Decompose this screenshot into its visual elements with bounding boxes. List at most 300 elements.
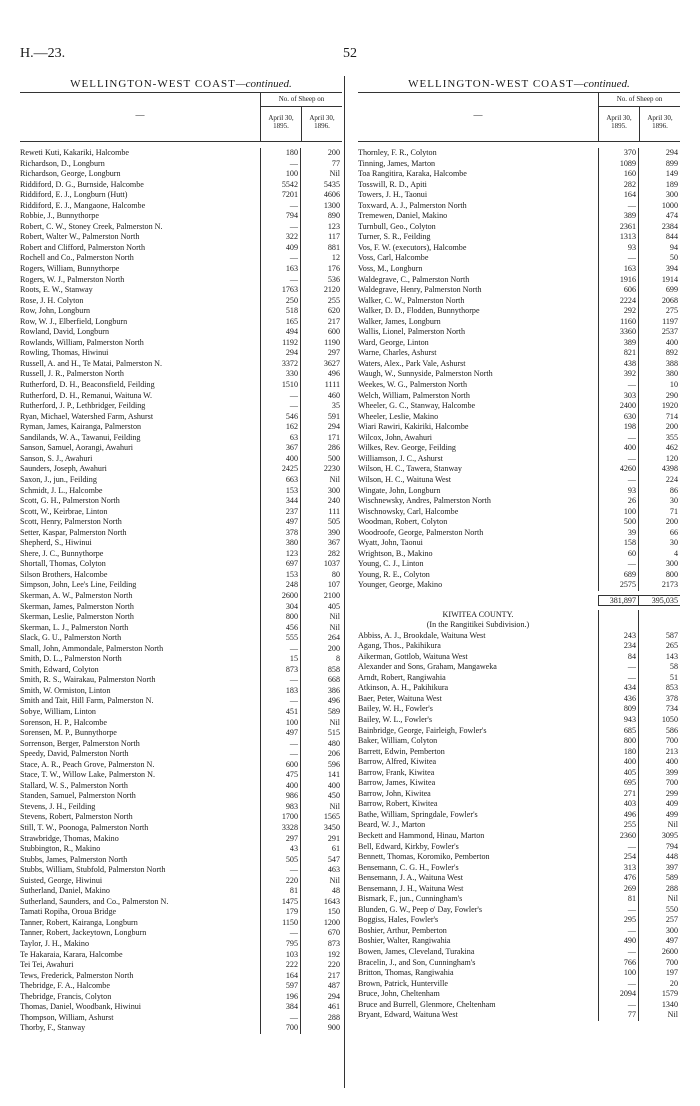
table-row bbox=[358, 190, 680, 201]
owner-name: Bensemann, J. H., Waituna West bbox=[358, 883, 464, 893]
sheep-1895: 164 bbox=[260, 971, 300, 982]
owner-name: Sobye, William, Linton bbox=[20, 706, 96, 716]
owner-name: Waldegrave, C., Palmerston North bbox=[358, 274, 470, 284]
sheep-1896: 3450 bbox=[300, 823, 342, 834]
table-row bbox=[20, 644, 342, 655]
sheep-1896: 224 bbox=[638, 475, 680, 486]
table-row bbox=[20, 633, 342, 644]
county-subheading: (In the Rangitikei Subdivision.) bbox=[426, 620, 530, 630]
sheep-1896: 240 bbox=[300, 496, 342, 507]
sheep-1896: 123 bbox=[300, 222, 342, 233]
table-row bbox=[20, 960, 342, 971]
sheep-1895: — bbox=[260, 696, 300, 707]
owner-name: Russell, J. R., Palmerston North bbox=[20, 369, 124, 379]
kiwitea-table-body bbox=[358, 631, 680, 1021]
table-row bbox=[358, 926, 680, 937]
table-row bbox=[20, 623, 342, 634]
table-row bbox=[358, 799, 680, 810]
table-row bbox=[20, 812, 342, 823]
sheep-1896: 107 bbox=[300, 580, 342, 591]
sheep-1895: 663 bbox=[260, 475, 300, 486]
sheep-1895: 476 bbox=[598, 873, 638, 884]
sheep-1895: 153 bbox=[260, 570, 300, 581]
sheep-1895: 497 bbox=[260, 728, 300, 739]
sheep-1896: 51 bbox=[638, 673, 680, 684]
sheep-1896: 61 bbox=[300, 844, 342, 855]
sheep-1895: 3328 bbox=[260, 823, 300, 834]
county-subheading-row bbox=[358, 620, 680, 631]
table-row bbox=[358, 422, 680, 433]
table-row bbox=[20, 865, 342, 876]
table-row bbox=[20, 834, 342, 845]
sheep-1895: 3372 bbox=[260, 359, 300, 370]
sheep-1896: 399 bbox=[638, 768, 680, 779]
sheep-1896: Nil bbox=[300, 623, 342, 634]
owner-name: Wilson, H. C., Waituna West bbox=[358, 474, 451, 484]
sheep-1895: — bbox=[260, 1013, 300, 1024]
owner-name: Rogers, William, Bunnythorpe bbox=[20, 264, 120, 274]
sheep-1895: 2360 bbox=[598, 831, 638, 842]
owner-name: Walker, James, Longburn bbox=[358, 316, 441, 326]
owner-name: Smith, D. L., Palmerston North bbox=[20, 654, 122, 664]
sheep-1895: 183 bbox=[260, 686, 300, 697]
owner-name: Sanson, Samuel, Aorangi, Awahuri bbox=[20, 443, 134, 453]
sheep-1895: 294 bbox=[260, 348, 300, 359]
sheep-1895: 2600 bbox=[260, 591, 300, 602]
sheep-1896: 299 bbox=[638, 789, 680, 800]
sheep-1896: 462 bbox=[638, 443, 680, 454]
table-row bbox=[358, 327, 680, 338]
sheep-1895: 2575 bbox=[598, 580, 638, 591]
sheep-1896: 294 bbox=[300, 992, 342, 1003]
sheep-1895: 384 bbox=[260, 1002, 300, 1013]
owner-name: Sandilands, W. A., Tawanui, Feilding bbox=[20, 432, 141, 442]
sheep-1896: 1565 bbox=[300, 812, 342, 823]
sheep-1895: 153 bbox=[260, 486, 300, 497]
table-row bbox=[358, 958, 680, 969]
sheep-1896: 547 bbox=[300, 855, 342, 866]
owner-name: Speedy, David, Palmerston North bbox=[20, 749, 129, 759]
sheep-1896: 794 bbox=[638, 842, 680, 853]
owner-name: Bainbridge, George, Fairleigh, Fowler's bbox=[358, 725, 487, 735]
table-row bbox=[20, 770, 342, 781]
table-row bbox=[20, 454, 342, 465]
sheep-1895: 800 bbox=[260, 612, 300, 623]
sheep-1896: 80 bbox=[300, 570, 342, 581]
table-row bbox=[358, 528, 680, 539]
owner-name: Stevens, J. H., Feilding bbox=[20, 801, 96, 811]
owner-name: Suisted, George, Hiwinui bbox=[20, 875, 103, 885]
sheep-1895: 1510 bbox=[260, 380, 300, 391]
sheep-1896: 386 bbox=[300, 686, 342, 697]
table-row bbox=[20, 243, 342, 254]
sheep-1896: Nil bbox=[300, 169, 342, 180]
sheep-1895: 766 bbox=[598, 958, 638, 969]
sheep-1895: 2224 bbox=[598, 296, 638, 307]
owner-name: Bennett, Thomas, Koromiko, Pemberton bbox=[358, 852, 490, 862]
sheep-1895: 370 bbox=[598, 148, 638, 159]
page-header bbox=[20, 46, 680, 64]
table-row bbox=[20, 369, 342, 380]
sheep-1896: 300 bbox=[638, 559, 680, 570]
owner-name: Baer, Peter, Waituna West bbox=[358, 693, 442, 703]
table-row bbox=[20, 971, 342, 982]
sheep-1895: 400 bbox=[598, 757, 638, 768]
table-row bbox=[20, 496, 342, 507]
sheep-1895: 3360 bbox=[598, 327, 638, 338]
sheep-1895: — bbox=[260, 201, 300, 212]
sheep-1895: — bbox=[598, 253, 638, 264]
sheep-1896: 380 bbox=[638, 369, 680, 380]
owner-name: Stace, A. R., Peach Grove, Palmerston N. bbox=[20, 759, 155, 769]
sheep-1896: 463 bbox=[300, 865, 342, 876]
owner-name: Stallard, W. S., Palmerston North bbox=[20, 780, 128, 790]
owner-name: Bensemann, J. A., Waituna West bbox=[358, 873, 463, 883]
table-row bbox=[358, 222, 680, 233]
sheep-1896: 200 bbox=[638, 422, 680, 433]
table-row bbox=[358, 253, 680, 264]
owner-name: Aikerman, Gottlob, Waituna West bbox=[358, 651, 468, 661]
sheep-1895: 180 bbox=[260, 148, 300, 159]
table-row bbox=[358, 905, 680, 916]
sheep-1896: 500 bbox=[300, 454, 342, 465]
table-row bbox=[20, 159, 342, 170]
owner-name: Smith, Edward, Colyton bbox=[20, 664, 99, 674]
table-row bbox=[20, 169, 342, 180]
owner-name: Voss, M., Longburn bbox=[358, 264, 423, 274]
sheep-1896: 400 bbox=[300, 781, 342, 792]
sheep-1896: 699 bbox=[638, 285, 680, 296]
right-table-header bbox=[358, 92, 680, 142]
owner-name: Robert and Clifford, Palmerston North bbox=[20, 242, 146, 252]
sheep-1896: 450 bbox=[300, 791, 342, 802]
sheep-1896: 700 bbox=[638, 778, 680, 789]
owner-name: Weekes, W. G., Palmerston North bbox=[358, 380, 468, 390]
table-row bbox=[20, 338, 342, 349]
owner-name: Riddiford, E. J., Longburn (Hutt) bbox=[20, 190, 128, 200]
sheep-1896: 505 bbox=[300, 517, 342, 528]
sheep-1895: 518 bbox=[260, 306, 300, 317]
sheep-1895: 697 bbox=[260, 559, 300, 570]
table-row bbox=[358, 159, 680, 170]
sheep-1895: 93 bbox=[598, 243, 638, 254]
owner-name: Waters, Alex., Park Vale, Ashurst bbox=[358, 358, 466, 368]
table-row bbox=[20, 802, 342, 813]
table-row bbox=[20, 686, 342, 697]
sheep-1896: 700 bbox=[638, 958, 680, 969]
owner-name: Wilkes, Rev. George, Feilding bbox=[358, 443, 456, 453]
table-row bbox=[358, 369, 680, 380]
table-row bbox=[20, 348, 342, 359]
owner-name: Britton, Thomas, Rangiwahia bbox=[358, 968, 454, 978]
sheep-1895: 389 bbox=[598, 338, 638, 349]
sheep-1896: 2600 bbox=[638, 947, 680, 958]
sheep-1896: 291 bbox=[300, 834, 342, 845]
sheep-1896: 220 bbox=[300, 960, 342, 971]
sheep-1896: 394 bbox=[638, 264, 680, 275]
owner-name: Young, C. J., Linton bbox=[358, 559, 424, 569]
owner-name: Baker, William, Colyton bbox=[358, 736, 438, 746]
table-row bbox=[358, 549, 680, 560]
table-row bbox=[20, 760, 342, 771]
table-row bbox=[358, 884, 680, 895]
table-row bbox=[358, 831, 680, 842]
sheep-1895: — bbox=[598, 475, 638, 486]
col-1895-header: April 30, 1895. bbox=[606, 114, 632, 130]
sheep-1896: 881 bbox=[300, 243, 342, 254]
owner-name: Bowen, James, Cleveland, Turakina bbox=[358, 947, 475, 957]
owner-name: Wischnowsky, Carl, Halcombe bbox=[358, 506, 459, 516]
sheep-1896: Nil bbox=[638, 894, 680, 905]
sheep-1896: 2384 bbox=[638, 222, 680, 233]
sheep-1896: 589 bbox=[638, 873, 680, 884]
table-row bbox=[358, 275, 680, 286]
sheep-1895: 313 bbox=[598, 863, 638, 874]
sheep-1895: — bbox=[598, 662, 638, 673]
sheep-1896: 213 bbox=[638, 747, 680, 758]
sheep-1895: 5542 bbox=[260, 180, 300, 191]
table-row bbox=[358, 979, 680, 990]
sheep-1895: — bbox=[260, 644, 300, 655]
sheep-1895: 1192 bbox=[260, 338, 300, 349]
owner-name: Russell, A. and H., Te Matai, Palmerston N. bbox=[20, 358, 163, 368]
owner-name: Row, John, Longburn bbox=[20, 306, 91, 316]
owner-name: Woodroofe, George, Palmerston North bbox=[358, 527, 484, 537]
owner-name: Turnbull, Geo., Colyton bbox=[358, 221, 436, 231]
table-row bbox=[20, 538, 342, 549]
sheep-1896: Nil bbox=[300, 876, 342, 887]
table-row bbox=[20, 928, 342, 939]
sheep-1896: 2068 bbox=[638, 296, 680, 307]
sheep-1896: 1340 bbox=[638, 1000, 680, 1011]
owner-name: Simpson, John, Lee's Line, Feilding bbox=[20, 580, 137, 590]
table-row bbox=[20, 190, 342, 201]
sheep-1896: 587 bbox=[638, 631, 680, 642]
owner-name: Sanson, S. J., Awahuri bbox=[20, 453, 93, 463]
sheep-1895: 165 bbox=[260, 317, 300, 328]
sheep-1896: 30 bbox=[638, 496, 680, 507]
owner-name: Skerman, L. J., Palmerston North bbox=[20, 622, 129, 632]
sheep-1896: 2173 bbox=[638, 580, 680, 591]
table-row bbox=[358, 652, 680, 663]
table-row bbox=[20, 296, 342, 307]
table-row bbox=[20, 749, 342, 760]
table-row bbox=[358, 148, 680, 159]
sheep-1896: 390 bbox=[300, 528, 342, 539]
owner-name: Barrow, James, Kiwitea bbox=[358, 778, 436, 788]
table-row bbox=[20, 327, 342, 338]
table-row bbox=[358, 296, 680, 307]
table-row bbox=[20, 401, 342, 412]
sheep-1896: 670 bbox=[300, 928, 342, 939]
sheep-1895: 304 bbox=[260, 602, 300, 613]
sheep-1895: 497 bbox=[260, 517, 300, 528]
owner-name: Bruce, John, Cheltenham bbox=[358, 989, 440, 999]
table-row bbox=[20, 823, 342, 834]
table-row bbox=[358, 380, 680, 391]
table-row bbox=[20, 380, 342, 391]
sheep-1895: 100 bbox=[598, 507, 638, 518]
owner-name: Saunders, Joseph, Awahuri bbox=[20, 464, 107, 474]
table-row bbox=[358, 915, 680, 926]
sheep-1895: 434 bbox=[598, 683, 638, 694]
owner-name: Saxon, J., jun., Feilding bbox=[20, 474, 97, 484]
sheep-1895: 794 bbox=[260, 211, 300, 222]
table-row bbox=[358, 778, 680, 789]
table-row bbox=[20, 517, 342, 528]
sheep-1895: 630 bbox=[598, 412, 638, 423]
owner-name: Tews, Frederick, Palmerston North bbox=[20, 970, 134, 980]
owner-name: Riddiford, D. G., Burnside, Halcombe bbox=[20, 179, 144, 189]
sheep-1895: 248 bbox=[260, 580, 300, 591]
table-row bbox=[20, 412, 342, 423]
sheep-1895: 821 bbox=[598, 348, 638, 359]
table-row bbox=[358, 433, 680, 444]
sheep-1895: 597 bbox=[260, 981, 300, 992]
owner-name: Wyatt, John, Taonui bbox=[358, 538, 423, 548]
table-row bbox=[20, 907, 342, 918]
sheep-1895: 255 bbox=[598, 820, 638, 831]
sheep-1896: 30 bbox=[638, 538, 680, 549]
table-row bbox=[358, 338, 680, 349]
owner-name: Blunden, G. W., Peep o' Day, Fowler's bbox=[358, 904, 483, 914]
owner-name: Skerman, A. W., Palmerston North bbox=[20, 590, 133, 600]
sheep-1896: 176 bbox=[300, 264, 342, 275]
owner-name: Thorby, F., Stanway bbox=[20, 1023, 86, 1033]
sheep-1896: 596 bbox=[300, 760, 342, 771]
sheep-1895: 380 bbox=[260, 538, 300, 549]
owner-name: Bruce and Burrell, Glenmore, Cheltenham bbox=[358, 999, 496, 1009]
owner-name: Bismark, F., jun., Cunningham's bbox=[358, 894, 463, 904]
owner-name: Wilson, H. C., Tawera, Stanway bbox=[358, 464, 462, 474]
sheep-1896: 288 bbox=[300, 1013, 342, 1024]
table-row bbox=[358, 412, 680, 423]
sheep-1895: 555 bbox=[260, 633, 300, 644]
col-1896-header: April 30, 1896. bbox=[309, 114, 335, 130]
sheep-1895: 456 bbox=[260, 623, 300, 634]
sheep-1895: 2361 bbox=[598, 222, 638, 233]
sheep-1895: 282 bbox=[598, 180, 638, 191]
table-row bbox=[358, 486, 680, 497]
owner-name: Scott, G. H., Palmerston North bbox=[20, 496, 120, 506]
table-row bbox=[358, 768, 680, 779]
sheep-1896: 550 bbox=[638, 905, 680, 916]
sheep-1895: 43 bbox=[260, 844, 300, 855]
owner-name: Wischnewsky, Andres, Palmerston North bbox=[358, 496, 491, 506]
owner-name: Skerman, Leslie, Palmerston North bbox=[20, 612, 134, 622]
sheep-1895: 160 bbox=[598, 169, 638, 180]
sheep-1896: 3095 bbox=[638, 831, 680, 842]
sheep-1896: 141 bbox=[300, 770, 342, 781]
owner-name: Rutherford, J. P., Lethbridger, Feilding bbox=[20, 401, 146, 411]
owner-name: Bell, Edward, Kirkby, Fowler's bbox=[358, 841, 459, 851]
owner-name: Sorrenson, Berger, Palmerston North bbox=[20, 738, 140, 748]
owner-name: Rowland, David, Longburn bbox=[20, 327, 110, 337]
table-row bbox=[358, 968, 680, 979]
sheep-1895: — bbox=[598, 842, 638, 853]
sheep-1895: 1700 bbox=[260, 812, 300, 823]
sheep-1896: Nil bbox=[638, 820, 680, 831]
sheep-1895: — bbox=[598, 673, 638, 684]
owner-name: Boggiss, Hales, Fowler's bbox=[358, 915, 439, 925]
column-divider bbox=[344, 76, 345, 1088]
owner-name: Turner, S. R., Feilding bbox=[358, 232, 431, 242]
table-row bbox=[20, 275, 342, 286]
table-row bbox=[20, 855, 342, 866]
owner-name: Stubbs, James, Palmerston North bbox=[20, 854, 128, 864]
table-row bbox=[20, 201, 342, 212]
sheep-1896: 288 bbox=[638, 884, 680, 895]
sheep-1896: 2230 bbox=[300, 464, 342, 475]
sheep-1895: 392 bbox=[598, 369, 638, 380]
sheep-1896: 397 bbox=[638, 863, 680, 874]
table-row bbox=[358, 243, 680, 254]
sheep-1896: 4 bbox=[638, 549, 680, 560]
sheep-1896: 1000 bbox=[638, 201, 680, 212]
owner-name: Wheeler, G. C., Stanway, Halcombe bbox=[358, 401, 476, 411]
sheep-1896: 1300 bbox=[300, 201, 342, 212]
sheep-1896: 487 bbox=[300, 981, 342, 992]
table-row bbox=[358, 464, 680, 475]
sheep-1895: 63 bbox=[260, 433, 300, 444]
owner-name: Schmidt, J. L., Halcombe bbox=[20, 485, 103, 495]
sheep-1895: 809 bbox=[598, 704, 638, 715]
owner-name: Barrett, Edwin, Pemberton bbox=[358, 746, 445, 756]
county-heading: KIWITEA COUNTY. bbox=[442, 609, 514, 619]
sheep-1896: 858 bbox=[300, 665, 342, 676]
table-row bbox=[20, 675, 342, 686]
table-row bbox=[20, 992, 342, 1003]
owner-name: Thomas, Daniel, Woodbank, Hiwinui bbox=[20, 1002, 142, 1012]
sheep-1895: 196 bbox=[260, 992, 300, 1003]
table-row bbox=[20, 391, 342, 402]
sheep-1896: 20 bbox=[638, 979, 680, 990]
owner-name: Shere, J. C., Bunnythorpe bbox=[20, 548, 104, 558]
table-row bbox=[20, 897, 342, 908]
owner-name: Shepherd, S., Hiwinui bbox=[20, 538, 92, 548]
owner-name: Rochell and Co., Palmerston North bbox=[20, 253, 134, 263]
sheep-1895: 1763 bbox=[260, 285, 300, 296]
table-row bbox=[20, 781, 342, 792]
table-row bbox=[358, 507, 680, 518]
sheep-1895: 93 bbox=[598, 486, 638, 497]
table-row bbox=[20, 665, 342, 676]
sheep-1896: 300 bbox=[638, 190, 680, 201]
owner-name: Still, T. W., Poonoga, Palmerston North bbox=[20, 823, 149, 832]
sheep-1895: 500 bbox=[598, 517, 638, 528]
sheep-1895: 180 bbox=[598, 747, 638, 758]
owner-name: Towers, J. H., Taonui bbox=[358, 190, 428, 200]
owner-name: Silson Brothers, Halcombe bbox=[20, 569, 108, 579]
owner-name: Thebridge, Francis, Colyton bbox=[20, 991, 112, 1001]
owner-name: Beard, W. J., Marton bbox=[358, 820, 426, 830]
sheep-1896: 86 bbox=[638, 486, 680, 497]
sheep-1896: 400 bbox=[638, 338, 680, 349]
sheep-1896: 668 bbox=[300, 675, 342, 686]
sheep-1896: 58 bbox=[638, 662, 680, 673]
sheep-1895: 295 bbox=[598, 915, 638, 926]
sheep-1896: Nil bbox=[300, 802, 342, 813]
sheep-1896: 734 bbox=[638, 704, 680, 715]
sheep-1896: 300 bbox=[300, 486, 342, 497]
sheep-1895: — bbox=[598, 905, 638, 916]
owner-name: Stubbs, William, Stubfold, Palmerston North bbox=[20, 865, 166, 875]
table-row bbox=[20, 559, 342, 570]
sheep-1895: 179 bbox=[260, 907, 300, 918]
sheep-1895: 100 bbox=[260, 718, 300, 729]
sheep-1896: 200 bbox=[300, 148, 342, 159]
sheep-1895: 164 bbox=[598, 190, 638, 201]
